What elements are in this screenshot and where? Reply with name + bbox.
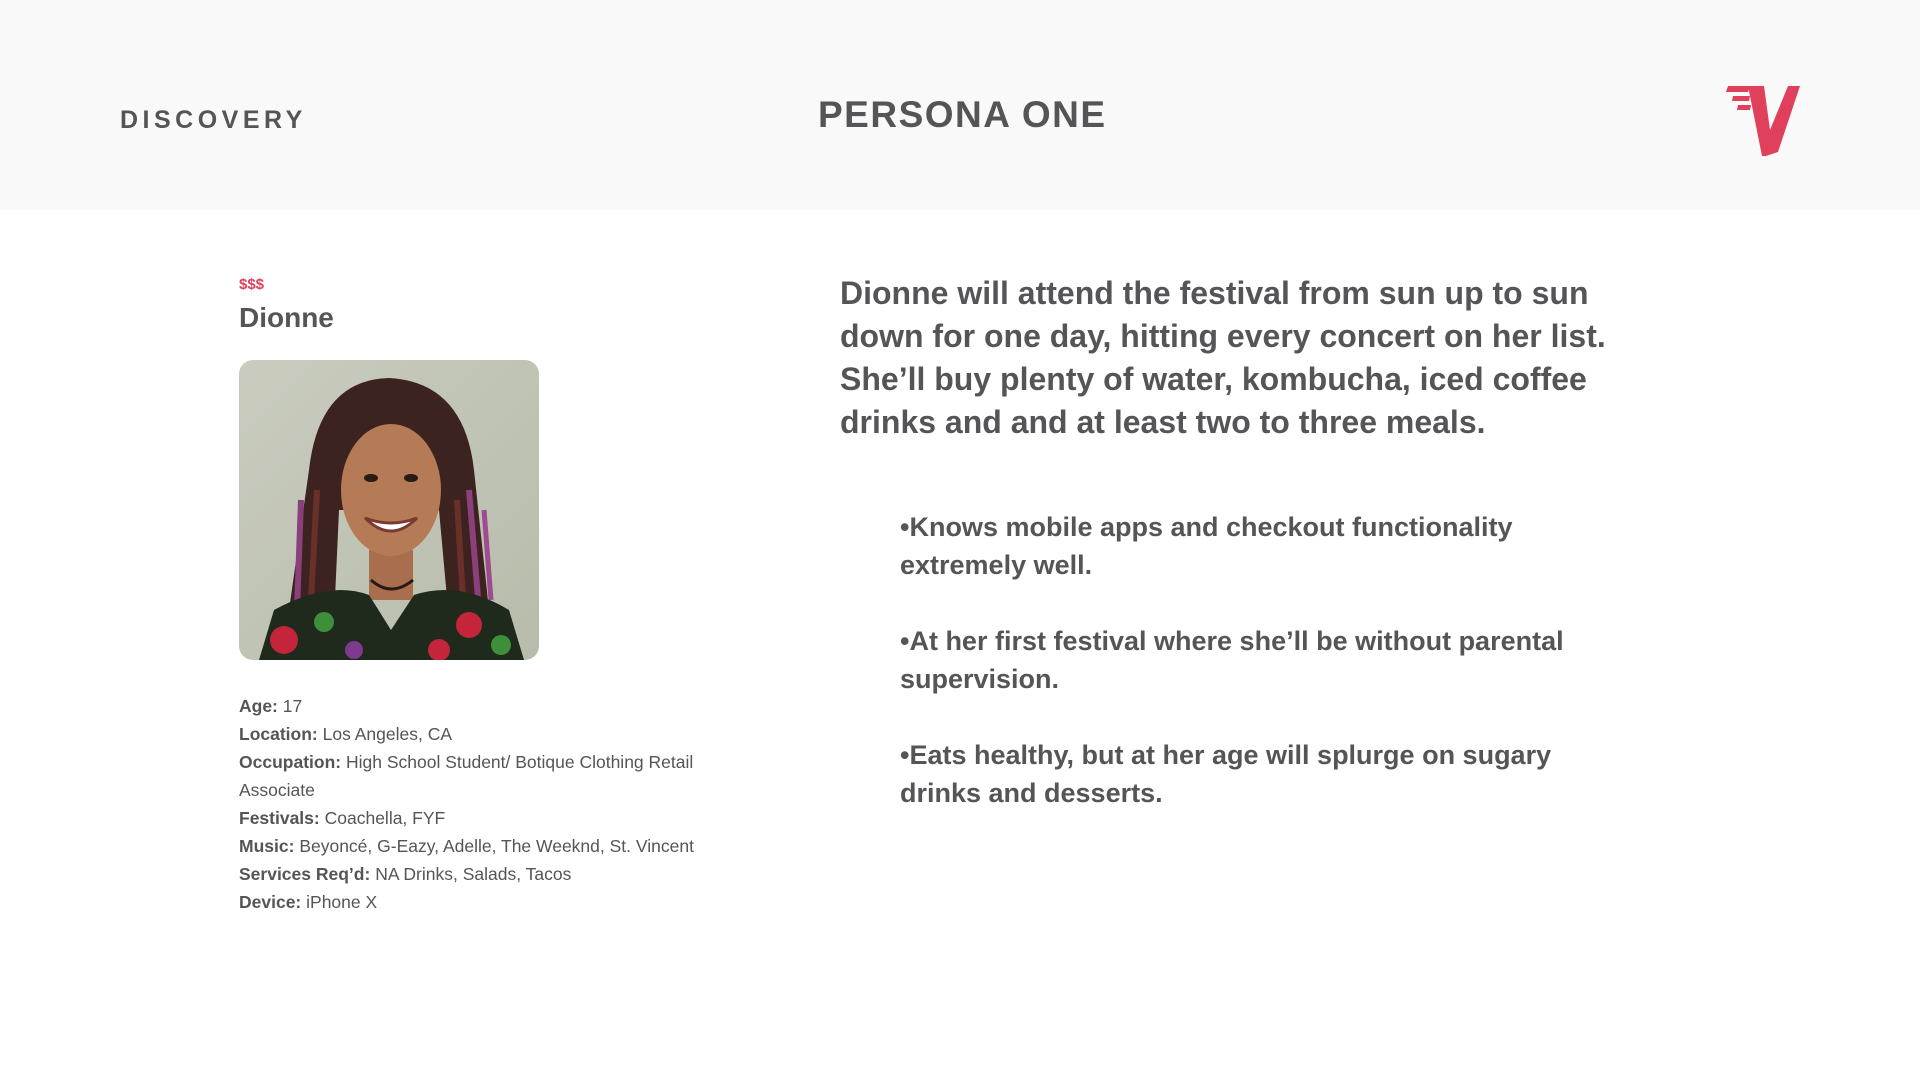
- detail-label: Age:: [239, 696, 278, 716]
- detail-device: [239, 888, 759, 916]
- detail-festivals: [239, 804, 759, 832]
- detail-label: Occupation:: [239, 752, 342, 772]
- detail-age: [239, 692, 759, 720]
- detail-label: Device:: [239, 892, 302, 912]
- bullet-point: •Eats healthy, but at her age will splurge on sugary drinks and desserts.: [900, 740, 1552, 808]
- detail-value: 17: [282, 696, 303, 716]
- persona-photo: [239, 360, 539, 660]
- detail-value: High School Student/ Botique Clothing Retail Associate: [239, 752, 694, 800]
- detail-label: Festivals:: [239, 808, 320, 828]
- detail-value: NA Drinks, Salads, Tacos: [375, 864, 572, 884]
- detail-label: Location:: [239, 724, 318, 744]
- detail-value: Beyoncé, G-Eazy, Adelle, The Weeknd, St. Vincent: [299, 836, 694, 856]
- detail-music: [239, 832, 759, 860]
- portrait-photo: [239, 360, 539, 660]
- v-wing-logo-icon: [1726, 86, 1800, 156]
- persona-name: Dionne: [239, 302, 334, 333]
- detail-label: Services Req’d:: [239, 864, 371, 884]
- detail-value: Los Angeles, CA: [322, 724, 453, 744]
- detail-services: [239, 860, 759, 888]
- persona-bullets: [900, 508, 1580, 850]
- persona-summary: Dionne will attend the festival from sun up to sun down for one day, hitting every concert on her list. She’ll buy plenty of water, kombucha, iced coffee drinks and and at least two to three meals.: [840, 275, 1606, 440]
- detail-location: [239, 720, 759, 748]
- page-title: PERSONA ONE: [818, 94, 1107, 135]
- section-label: DISCOVERY: [120, 106, 307, 134]
- detail-label: Music:: [239, 836, 295, 856]
- persona-details: [239, 692, 759, 916]
- bullet-point: •Knows mobile apps and checkout functionality extremely well.: [900, 512, 1513, 580]
- detail-occupation: [239, 748, 759, 804]
- detail-value: Coachella, FYF: [324, 808, 446, 828]
- detail-value: iPhone X: [306, 892, 378, 912]
- price-tier: $$$: [239, 276, 265, 293]
- bullet-point: •At her first festival where she’ll be without parental supervision.: [900, 626, 1564, 694]
- header-bar: [0, 0, 1920, 210]
